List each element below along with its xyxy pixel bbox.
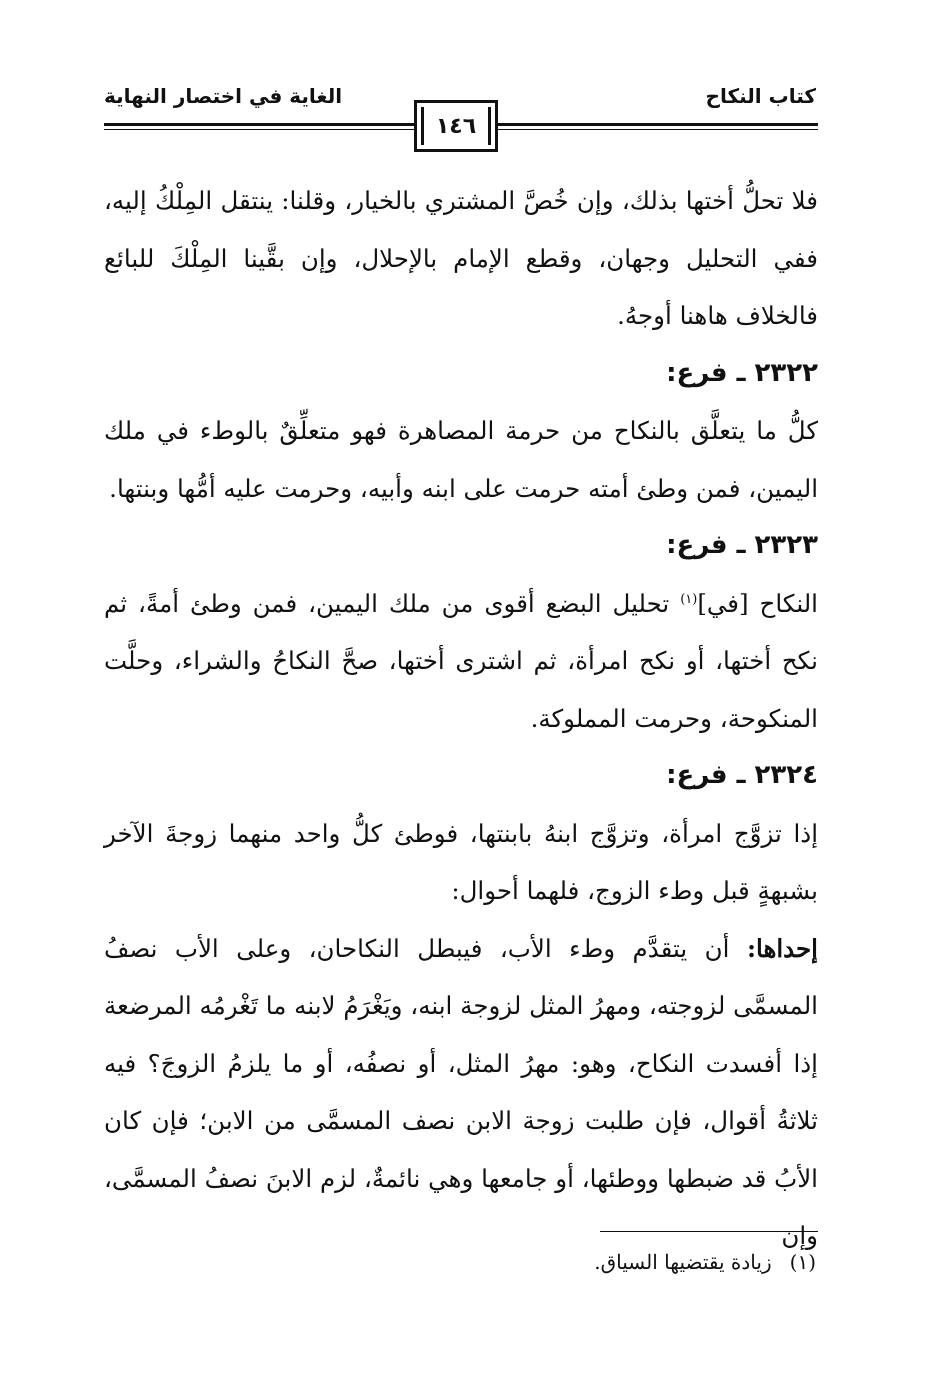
running-header-section: كتاب النكاح — [705, 84, 816, 108]
paragraph: إذا تزوَّج امرأة، وتزوَّج ابنهُ بابنتها، فوطئ كلُّ واحد منهما زوجةَ الآخر بشبهةٍ قبل وطء الزوج، فلهما أحوال: — [104, 818, 818, 905]
paragraph: فلا تحلُّ أختها بذلك، وإن خُصَّ المشتري بالخيار، وقلنا: ينتقل المِلْكُ إليه، ففي التحليل وجهان، وقطع الإمام بالإحلال، وإن بقَّينا المِلْكَ للبائع فالخلاف هاهنا أوجهُ. — [104, 186, 818, 330]
page-number-box — [414, 100, 498, 152]
paragraph-lead: إحداها: — [746, 933, 818, 963]
paragraph-text: أن يتقدَّم وطء الأب، فيبطل النكاحان، وعلى الأب نصفُ المسمَّى لزوجته، ومهرُ المثل لزوجة ابنه، ويَغْرَمُ لابنه ما تَغْرمُه المرضعة إذا أفسدت النكاح، وهو: مهرُ المثل، أو نصفُه، أو ما يلزمُ الزوجَ؟ فيه ثلاثةُ أقوال، فإن طلبت زوجة الابن نصف المسمَّى من الابن؛ فإن كان الأبُ قد ضبطها ووطئها، أو جامعها وهي نائمةٌ، لزم الابنَ نصفُ المسمَّى، وإن — [104, 933, 818, 1250]
paragraph — [104, 920, 818, 1265]
footnote — [594, 1250, 816, 1274]
footnote-number: (١) — [789, 1250, 816, 1274]
section-heading: ٢٣٢٤ ـ فرع: — [666, 760, 818, 790]
footnote-rule — [600, 1231, 818, 1232]
paragraph-prefix: النكاح [في] — [697, 588, 818, 618]
running-header-title: الغاية في اختصار النهاية — [104, 84, 343, 108]
footnote-reference: (١) — [680, 591, 698, 607]
paragraph-text: تحليل البضع أقوى من ملك اليمين، فمن وطئ أمةً، ثم نكح أختها، أو نكح امرأة، ثم اشترى أختها، صحَّ النكاحُ والشراء، وحلَّت المنكوحة، وحرمت المملوكة. — [104, 588, 818, 733]
footnote-text: زيادة يقتضيها السياق. — [594, 1250, 772, 1274]
main-text — [104, 172, 818, 1265]
page-number: ١٤٦ — [435, 113, 477, 139]
section-heading: ٢٣٢٢ ـ فرع: — [666, 357, 818, 388]
paragraph — [104, 575, 818, 748]
paragraph: كلُّ ما يتعلَّق بالنكاح من حرمة المصاهرة فهو متعلِّقٌ بالوطء في ملك اليمين، فمن وطئ أمته حرمت على ابنه وأبيه، وحرمت عليه أمُّها وبنتها. — [104, 416, 818, 503]
section-heading: ٢٣٢٣ ـ فرع: — [666, 530, 818, 560]
